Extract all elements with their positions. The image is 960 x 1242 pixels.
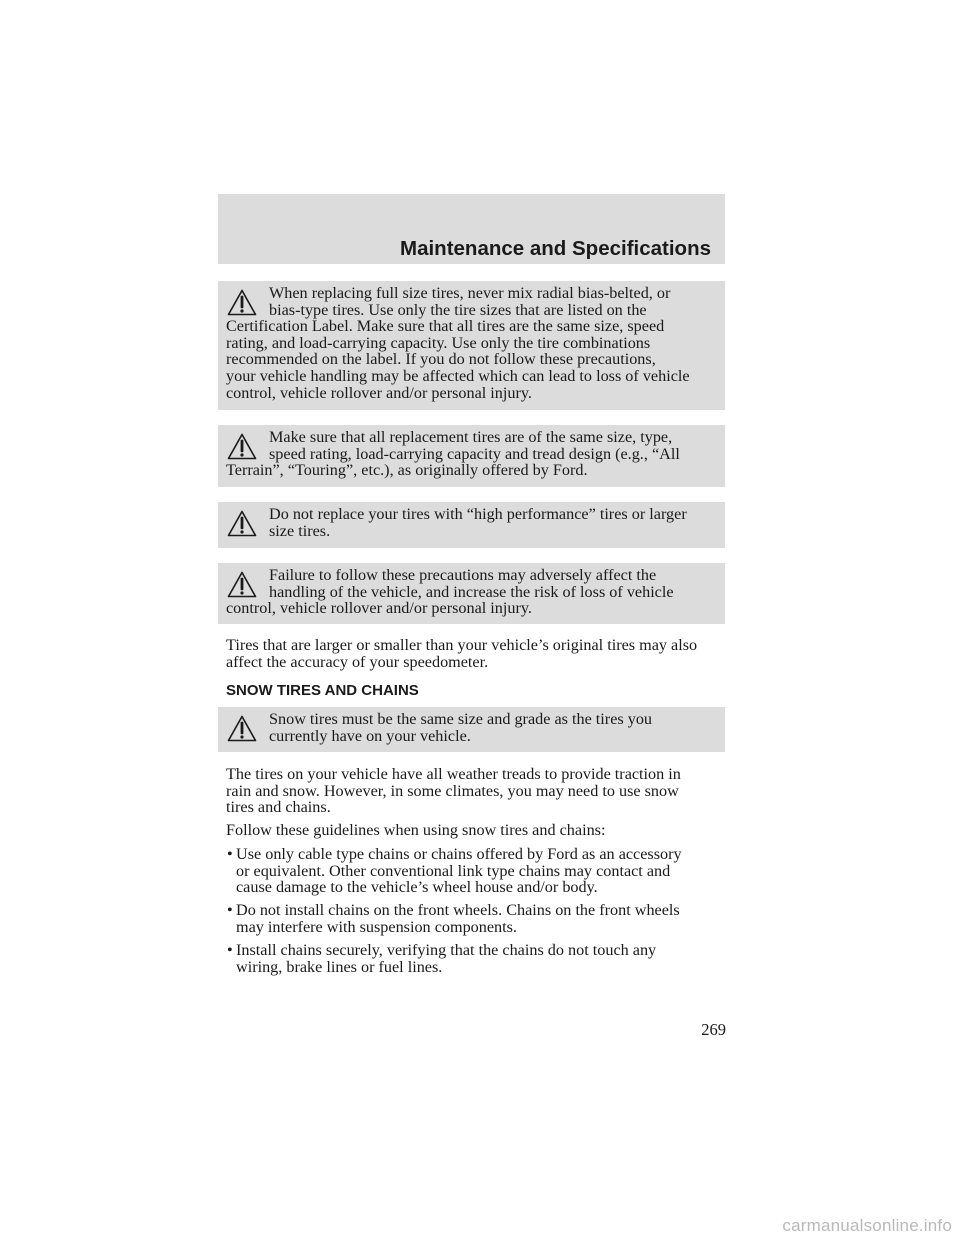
header-band xyxy=(218,194,725,264)
list-item: • Use only cable type chains or chains offered by Ford as an accessory or equivalent. Other conventional link type chains may contact and cause damage to the vehicle’s wheel house and/or body. xyxy=(227,845,682,897)
section-title: Maintenance and Specifications xyxy=(400,237,711,260)
warning-triangle-icon xyxy=(227,289,257,316)
warning-text: Failure to follow these precautions may adversely affect the handling of the vehicle, and increase the risk of loss of vehicle control, vehicle rollover and/or personal injury. xyxy=(226,566,674,618)
warning-triangle-icon xyxy=(227,433,257,460)
page-number: 269 xyxy=(701,1020,726,1039)
bullet-icon: • xyxy=(227,901,233,919)
warning-box xyxy=(218,563,725,624)
bullet-icon: • xyxy=(227,845,233,863)
section-heading: SNOW TIRES AND CHAINS xyxy=(226,682,419,699)
bullet-icon: • xyxy=(227,941,233,959)
paragraph: Follow these guidelines when using snow tires and chains: xyxy=(226,821,606,839)
warning-triangle-icon xyxy=(227,571,257,598)
paragraph: Tires that are larger or smaller than your vehicle’s original tires may also affect the accuracy of your speedometer. xyxy=(226,636,698,671)
warning-text: Do not replace your tires with “high performance” tires or larger size tires. xyxy=(269,505,687,540)
warning-box xyxy=(218,707,725,752)
warning-box xyxy=(218,502,725,548)
list-item: • Do not install chains on the front wheels. Chains on the front wheels may interfere with suspension components. xyxy=(227,901,680,936)
warning-text: Snow tires must be the same size and grade as the tires you currently have on your vehicle. xyxy=(269,710,653,745)
list-item: • Install chains securely, verifying that the chains do not touch any wiring, brake lines or fuel lines. xyxy=(227,941,657,976)
warning-text: Make sure that all replacement tires are of the same size, type, speed rating, load-carrying capacity and tread design (e.g., “All Terrain”, “Touring”, etc.), as originally offered by Ford. xyxy=(226,428,680,480)
warning-box xyxy=(218,281,725,410)
paragraph: The tires on your vehicle have all weather treads to provide traction in rain and snow. However, in some climates, you may need to use snow tires and chains. xyxy=(226,765,681,817)
warning-triangle-icon xyxy=(227,510,257,537)
warning-text: When replacing full size tires, never mix radial bias-belted, or bias-type tires. Use only the tire sizes that are listed on the Certification Label. Make sure that all tires are the same size, speed rating, and load-carrying capacity. Use only the tire combinations recommended on the label. If you do not follow these precautions, your vehicle handling may be affected which can lead to loss of vehicle control, vehicle rollover and/or personal injury. xyxy=(226,284,690,402)
watermark: carmanualsonline.info xyxy=(782,1216,952,1235)
warning-triangle-icon xyxy=(227,715,257,742)
warning-box xyxy=(218,425,725,487)
